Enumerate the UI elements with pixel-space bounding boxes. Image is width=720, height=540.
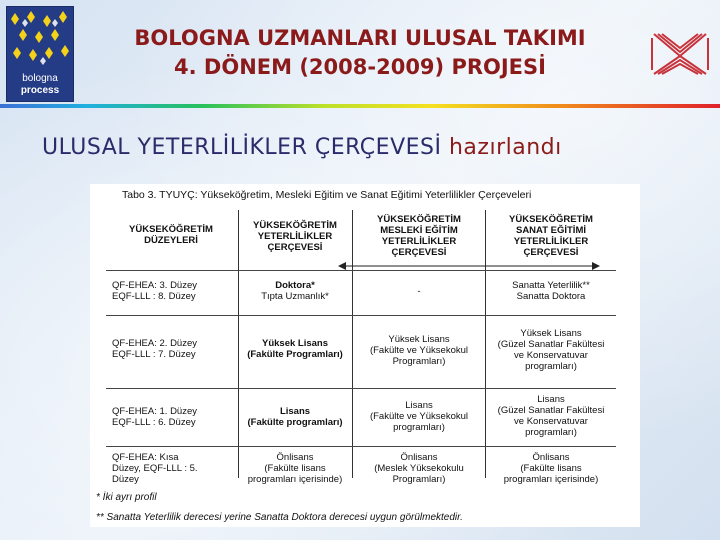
row-hyc-cell: Lisans (Fakülte programları) — [247, 406, 343, 428]
section-heading-main: ULUSAL YETERLİLİKLER ÇERÇEVESİ — [42, 135, 442, 160]
qualifications-framework-table-image — [90, 184, 640, 527]
logo-text-bologna: bologna — [22, 73, 58, 84]
row-vocational-cell: Önlisans (Meslek Yüksekokulu Programları) — [374, 452, 464, 485]
row-hyc-cell: Yüksek Lisans (Fakülte Programları) — [247, 338, 343, 360]
row-level-cell: QF-EHEA: 1. Düzey EQF-LLL : 6. Düzey — [112, 406, 197, 428]
row-art-cell: Sanatta Yeterlilik** Sanatta Doktora — [512, 280, 590, 302]
table-hline — [106, 446, 616, 447]
row-vocational-cell: Yüksek Lisans (Fakülte ve Yüksekokul Programları) — [369, 334, 469, 367]
table-caption: Tabo 3. TYUYÇ: Yükseköğretim, Mesleki Eğitim ve Sanat Eğitimi Yeterlilikler Çerçeveleri — [122, 189, 532, 201]
header-hyc: YÜKSEKÖĞRETİM YETERLİLİKLER ÇERÇEVESİ — [253, 220, 337, 253]
table-hline — [106, 388, 616, 389]
framework-table — [106, 210, 616, 485]
header-art: YÜKSEKÖĞRETİM SANAT EĞİTİMİ YETERLİLİKLER ÇERÇEVESİ — [509, 214, 593, 258]
row-level-cell: QF-EHEA: 3. Düzey EQF-LLL : 8. Düzey — [112, 280, 197, 302]
header-levels: YÜKSEKÖĞRETİM DÜZEYLERİ — [129, 224, 213, 246]
row-hyc-cell: Önlisans (Fakülte lisans programları içerisinde) — [247, 452, 343, 485]
row-art-cell: Yüksek Lisans (Güzel Sanatlar Fakültesi ve Konservatuvar programları) — [497, 328, 605, 372]
header-vocational: YÜKSEKÖĞRETİM MESLEKİ EĞİTİM YETERLİLİKLER ÇERÇEVESİ — [377, 214, 461, 258]
row-level-cell: QF-EHEA: 2. Düzey EQF-LLL : 7. Düzey — [112, 338, 197, 360]
section-heading — [42, 135, 562, 160]
double-arrow-icon — [338, 261, 600, 271]
logo-text-process: process — [20, 85, 60, 96]
row-hyc-cell: Doktora* Tıpta Uzmanlık* — [261, 280, 329, 302]
row-vocational-cell: - — [417, 286, 421, 297]
row-vocational-cell: Lisans (Fakülte ve Yüksekokul programları) — [369, 400, 469, 433]
bologna-stars-icon — [7, 7, 73, 71]
bologna-process-logo — [6, 6, 74, 102]
row-art-cell: Lisans (Güzel Sanatlar Fakültesi ve Konservatuvar programları) — [497, 394, 605, 438]
table-vline — [485, 210, 486, 478]
row-art-cell: Önlisans (Fakülte lisans programları içerisinde) — [503, 452, 599, 485]
row-level-cell: QF-EHEA: Kısa Düzey, EQF-LLL : 5. Düzey — [112, 452, 198, 485]
table-vline — [238, 210, 239, 478]
table-vline — [352, 210, 353, 478]
section-heading-highlight: hazırlandı — [448, 135, 562, 160]
page-title-line2: 4. DÖNEM (2008-2009) PROJESİ — [174, 55, 546, 79]
yok-logo-icon — [648, 30, 712, 83]
footnote-2: ** Sanatta Yeterlilik derecesi yerine Sanatta Doktora derecesi uygun görülmektedir. — [96, 512, 463, 523]
table-hline — [106, 315, 616, 316]
footnote-1: * İki ayrı profil — [96, 492, 157, 503]
rainbow-divider — [0, 104, 720, 108]
page-title-line1: BOLOGNA UZMANLARI ULUSAL TAKIMI — [134, 26, 586, 50]
